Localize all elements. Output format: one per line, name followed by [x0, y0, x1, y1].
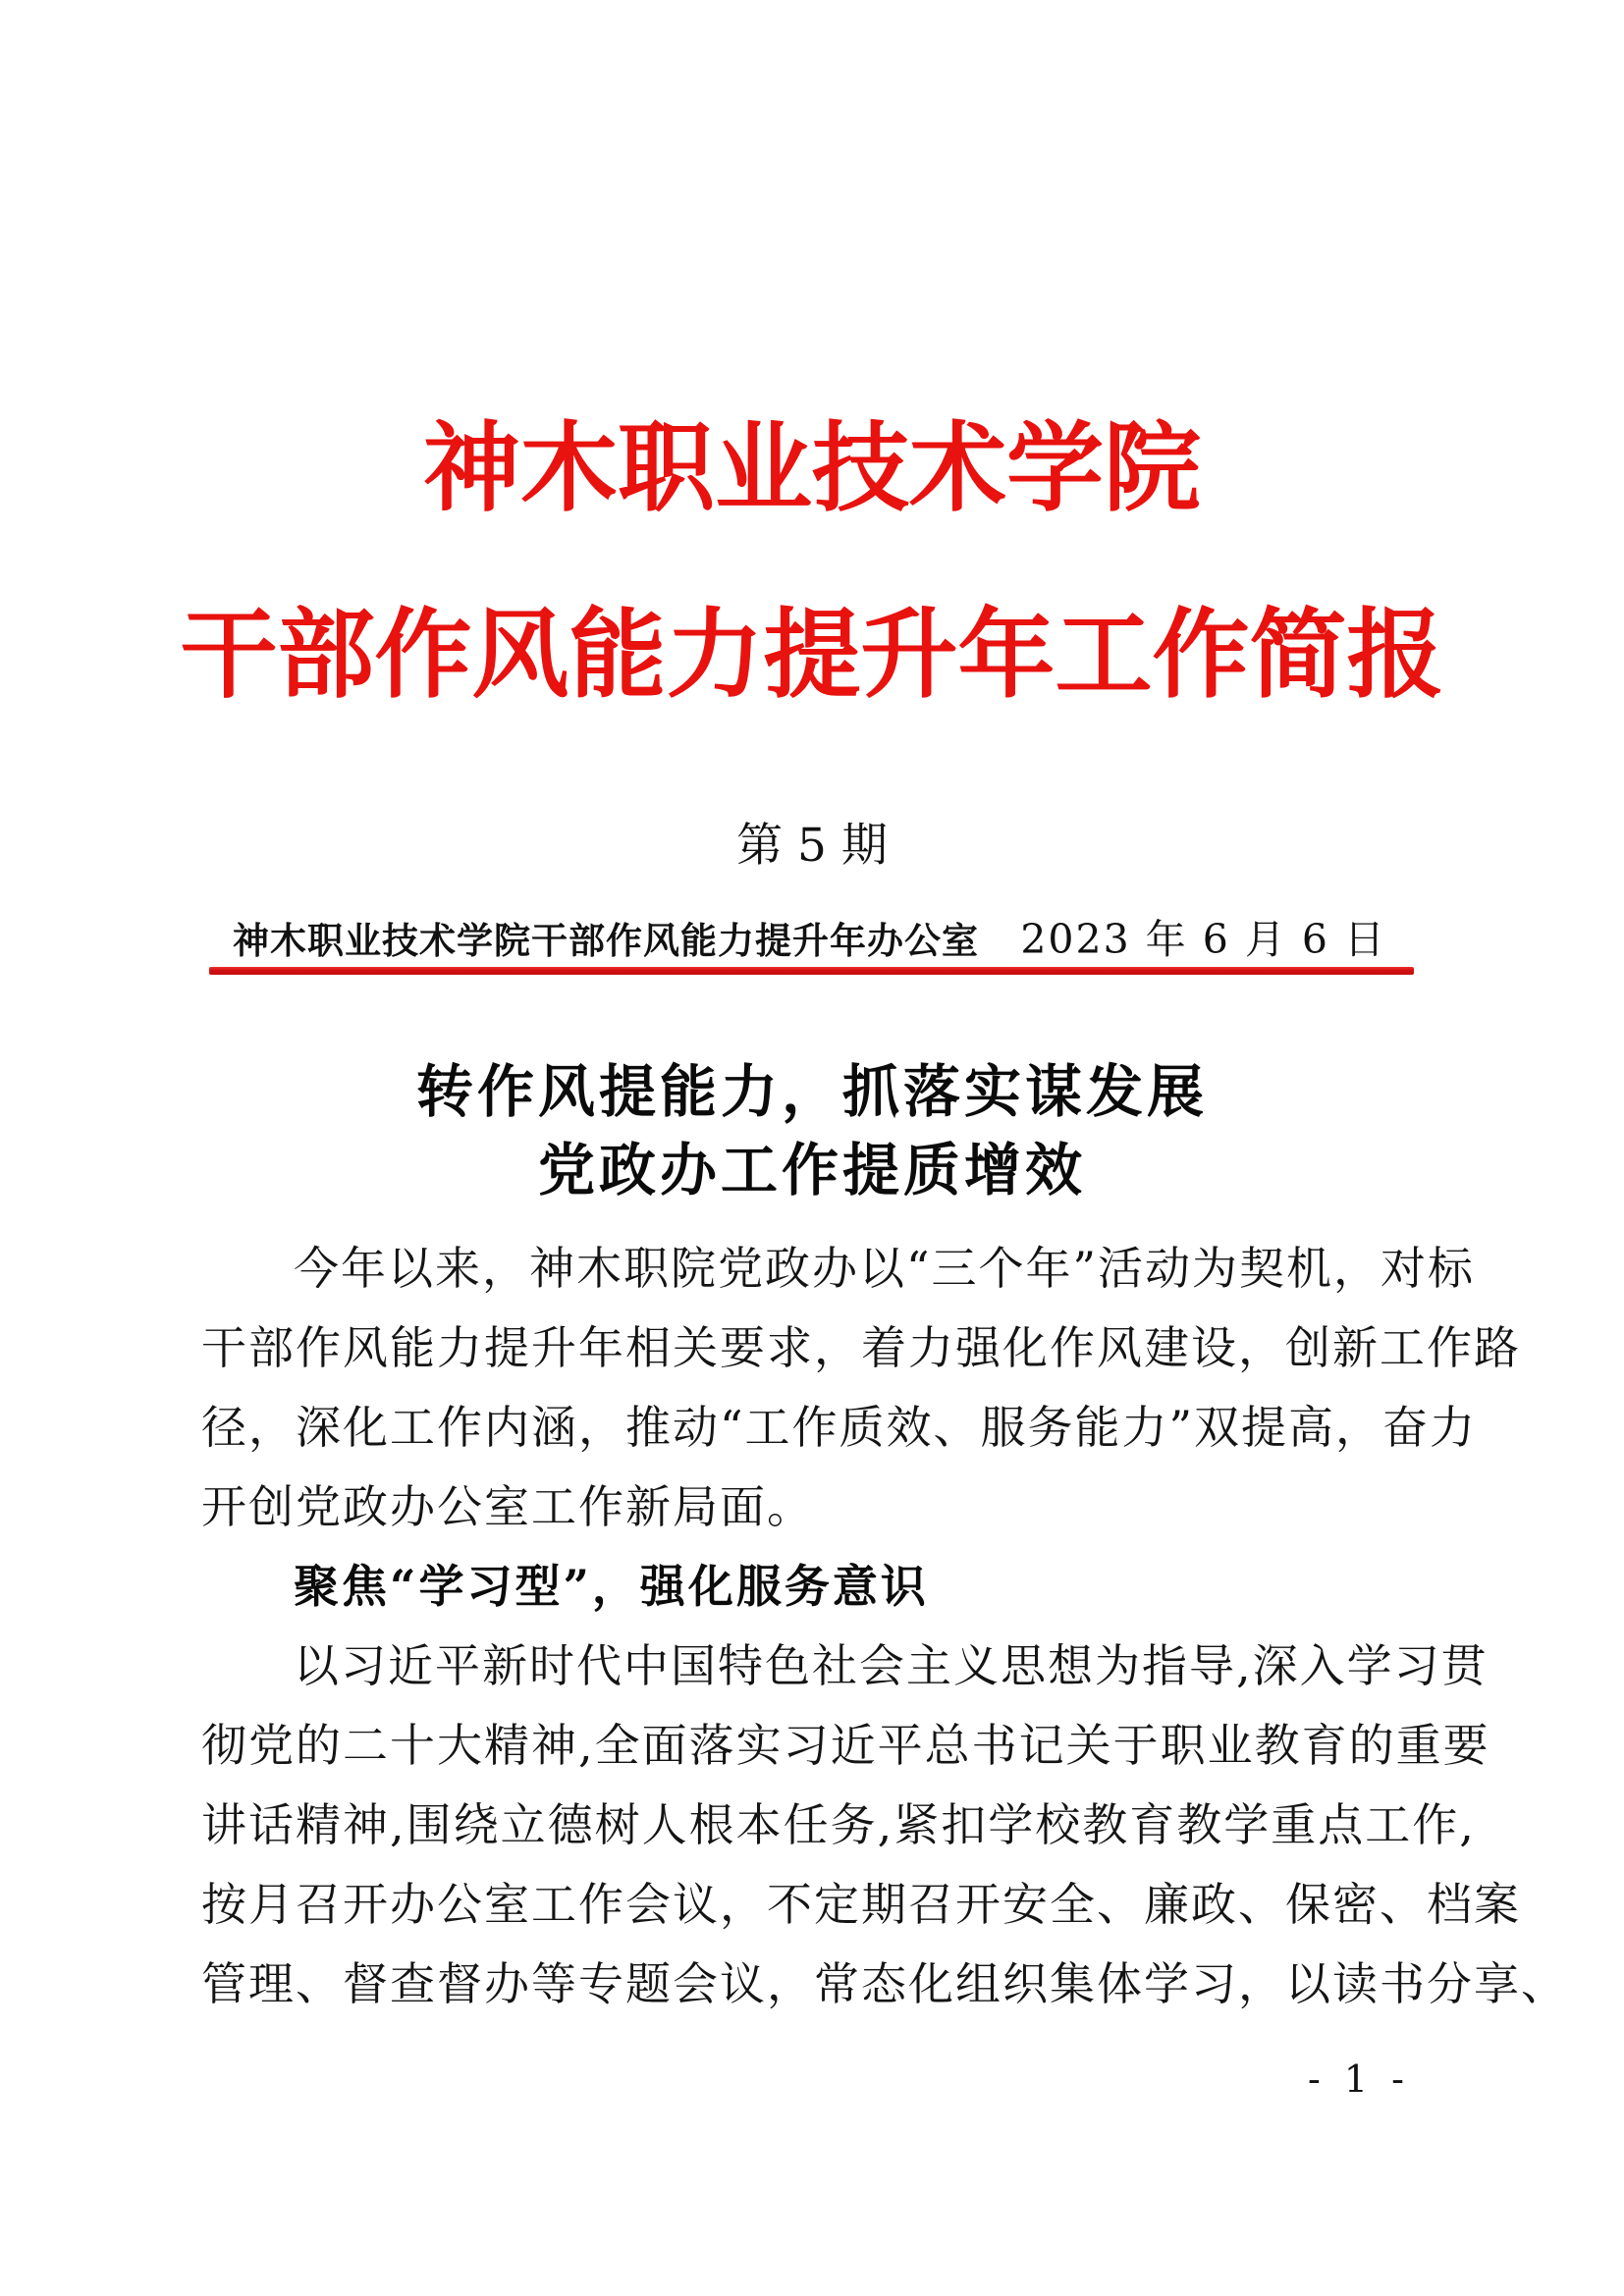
issuing-office: 神木职业技术学院干部作风能力提升年办公室	[233, 919, 979, 962]
page-number: - 1 -	[1307, 2057, 1410, 2101]
paragraph2-line: 按月召开办公室工作会议，不定期召开安全、廉政、保密、档案	[201, 1878, 1521, 1931]
paragraph1-line: 今年以来，神木职院党政办以“三个年”活动为契机，对标	[294, 1242, 1476, 1295]
paragraph1-line: 干部作风能力提升年相关要求，着力强化作风建设，创新工作路	[201, 1321, 1521, 1374]
masthead-title-line2: 干部作风能力提升年工作简报	[180, 598, 1444, 712]
article-heading-line2: 党政办工作提质增效	[537, 1137, 1086, 1203]
paragraph1-line: 径，深化工作内涵，推动“工作质效、服务能力”双提高，奋力	[201, 1401, 1478, 1454]
paragraph2-line: 讲话精神,围绕立德树人根本任务,紧扣学校教育教学重点工作,	[201, 1798, 1476, 1851]
paragraph2-line: 管理、督查督办等专题会议，常态化组织集体学习，以读书分享、	[201, 1957, 1568, 2010]
masthead-byline-row	[209, 907, 1414, 965]
paragraph2-line: 以习近平新时代中国特色社会主义思想为指导,深入学习贯	[294, 1639, 1489, 1692]
masthead-rule	[209, 967, 1414, 975]
article-heading-line1: 转作风提能力，抓落实谋发展	[415, 1058, 1208, 1125]
issue-date: 2023 年 6 月 6 日	[1020, 916, 1386, 963]
paragraph2-line: 彻党的二十大精神,全面落实习近平总书记关于职业教育的重要	[201, 1719, 1490, 1772]
article-heading	[0, 1052, 1624, 1209]
paragraph1-line: 开创党政办公室工作新局面。	[201, 1480, 814, 1533]
masthead-title-line1: 神木职业技术学院	[423, 411, 1201, 525]
masthead-title	[0, 375, 1624, 748]
article-body	[201, 1229, 1568, 2024]
article-subheading: 聚焦“学习型”，强化服务意识	[294, 1560, 929, 1613]
issue-number: 第 5 期	[736, 819, 888, 873]
